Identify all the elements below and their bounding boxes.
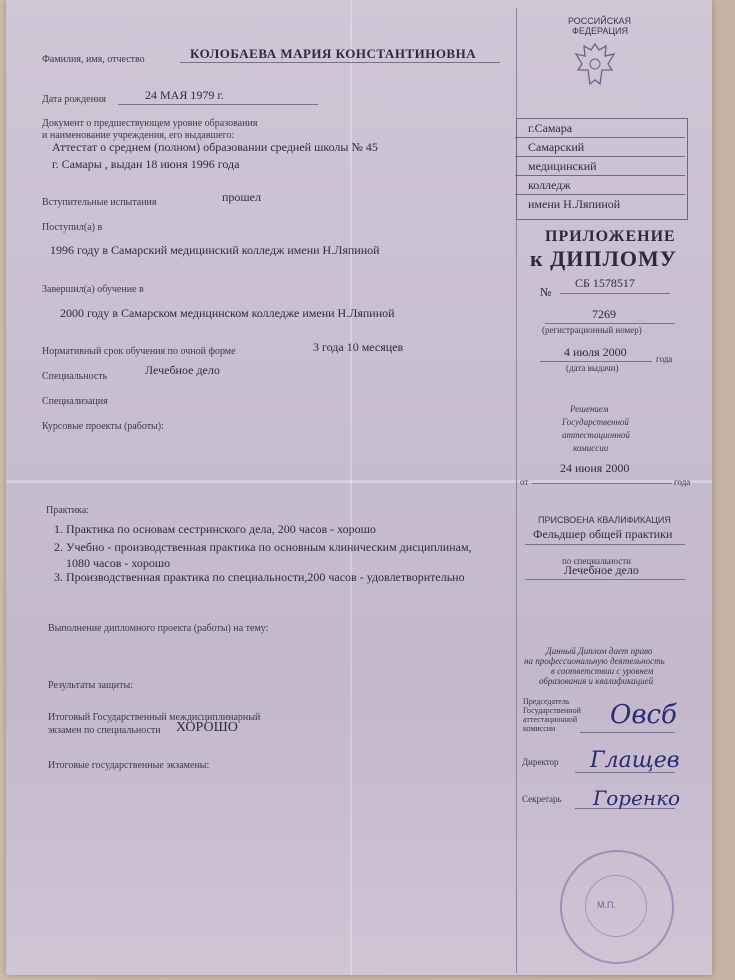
- thesis-label: Выполнение дипломного проекта (работы) на тему:: [48, 623, 269, 634]
- stamp-text: М.П.: [597, 900, 616, 910]
- college-line: имени Н.Ляпиной: [528, 197, 621, 211]
- practice-item: 1. Практика по основам сестринского дела, 200 часов - хорошо: [54, 522, 376, 536]
- dob-value: 24 МАЯ 1979 г.: [145, 88, 224, 102]
- secretary-label: Секретарь: [522, 794, 562, 804]
- entrance-value: прошел: [222, 190, 261, 204]
- director-label: Директор: [522, 757, 559, 767]
- specialty-value: Лечебное дело: [145, 363, 220, 377]
- seal-stamp-inner: [585, 875, 647, 937]
- underline: [118, 104, 318, 105]
- country-line: ФЕДЕРАЦИЯ: [572, 26, 628, 36]
- entrance-label: Вступительные испытания: [42, 197, 157, 208]
- term-label: Нормативный срок обучения по очной форме: [42, 346, 236, 357]
- decision-line: комиссии: [573, 443, 609, 453]
- decision-line: Решением: [570, 404, 609, 414]
- diploma-number: СБ 1578517: [575, 276, 635, 290]
- chair-line: комиссии: [523, 724, 556, 733]
- separator: [515, 137, 685, 138]
- spec-value: Лечебное дело: [564, 563, 639, 577]
- decision-line: аттестационной: [562, 430, 630, 440]
- finished-label: Завершил(а) обучение в: [42, 284, 144, 295]
- final-exam-label-2: экзамен по специальности: [48, 725, 161, 736]
- issue-suffix: года: [656, 354, 673, 364]
- decision-date: 24 июня 2000: [560, 461, 630, 475]
- separator: [515, 156, 685, 157]
- underline: [525, 579, 685, 580]
- separator: [515, 175, 685, 176]
- prev-doc-value: Аттестат о среднем (полном) образовании средней школы № 45: [52, 140, 378, 154]
- rights-line: в соответствии с уровнем: [551, 666, 654, 676]
- country-line: РОССИЙСКАЯ: [568, 16, 631, 26]
- enrolled-value: 1996 году в Самарский медицинский колледж имени Н.Ляпиной: [50, 243, 380, 257]
- chair-line: Председатель: [523, 697, 570, 706]
- state-exams-label: Итоговые государственные экзамены:: [48, 760, 210, 771]
- prev-doc-value-2: г. Самары , выдан 18 июня 1996 года: [52, 157, 240, 171]
- coat-of-arms-icon: [572, 40, 618, 90]
- practice-item: 3. Производственная практика по специальности,200 часов - удовлетворительно: [54, 570, 465, 584]
- appendix-title-2: к ДИПЛОМУ: [530, 246, 677, 271]
- dob-label: Дата рождения: [42, 94, 106, 105]
- underline: [532, 483, 672, 484]
- final-exam-label: Итоговый Государственный междисциплинарный: [48, 712, 261, 723]
- practice-label: Практика:: [46, 505, 90, 516]
- qualification-value: Фельдшер общей практики: [533, 527, 673, 541]
- signature-line: [580, 732, 675, 733]
- final-exam-value: ХОРОШО: [176, 720, 238, 735]
- enrolled-label: Поступил(а) в: [42, 222, 103, 233]
- chair-signature: Овсб: [610, 700, 677, 730]
- separator: [515, 194, 685, 195]
- defense-label: Результаты защиты:: [48, 680, 134, 691]
- specialty-label: Специальность: [42, 371, 108, 382]
- decision-suffix: года: [674, 477, 691, 487]
- decision-line: Государственной: [562, 417, 629, 427]
- college-line: Самарский: [528, 140, 585, 154]
- finished-value: 2000 году в Самарском медицинском колледже имени Н.Ляпиной: [60, 306, 395, 320]
- practice-item: 1080 часов - хорошо: [66, 556, 171, 570]
- rights-line: образования и квалификацией: [539, 676, 654, 686]
- secretary-signature: Горенко: [593, 786, 681, 810]
- chair-line: аттестационной: [523, 715, 578, 724]
- issue-caption: (дата выдачи): [566, 363, 619, 373]
- underline: [180, 62, 500, 63]
- name-label: Фамилия, имя, отчество: [42, 54, 145, 65]
- college-line: колледж: [528, 178, 571, 192]
- decision-prefix: от: [520, 477, 529, 487]
- director-signature: Глащев: [590, 748, 680, 773]
- college-line: г.Самара: [528, 121, 573, 135]
- rights-line: Данный Диплом дает право: [546, 646, 653, 656]
- underline: [540, 361, 652, 362]
- name-value: КОЛОБАЕВА МАРИЯ КОНСТАНТИНОВНА: [190, 46, 477, 61]
- reg-number: 7269: [592, 307, 616, 321]
- spec-label: по специальности: [562, 556, 631, 566]
- underline: [560, 293, 670, 294]
- qualification-label: ПРИСВОЕНА КВАЛИФИКАЦИЯ: [538, 515, 671, 525]
- specialization-label: Специализация: [42, 396, 108, 407]
- term-value: 3 года 10 месяцев: [313, 340, 404, 354]
- reg-caption: (регистрационный номер): [542, 325, 642, 335]
- underline: [545, 323, 675, 324]
- chair-line: Государственной: [523, 706, 581, 715]
- underline: [525, 544, 685, 545]
- college-line: медицинский: [528, 159, 597, 173]
- rights-line: на профессиональную деятельность: [524, 656, 665, 666]
- issue-date: 4 июля 2000: [564, 345, 627, 359]
- practice-item: 2. Учебно - производственная практика по основным клиническим дисциплинам,: [54, 540, 472, 554]
- appendix-title: ПРИЛОЖЕНИЕ: [545, 228, 676, 245]
- prev-doc-label: Документ о предшествующем уровне образования: [42, 118, 258, 129]
- prev-doc-label-2: и наименование учреждения, его выдавшего:: [42, 130, 235, 141]
- coursework-label: Курсовые проекты (работы):: [42, 421, 164, 432]
- number-prefix: №: [540, 285, 552, 299]
